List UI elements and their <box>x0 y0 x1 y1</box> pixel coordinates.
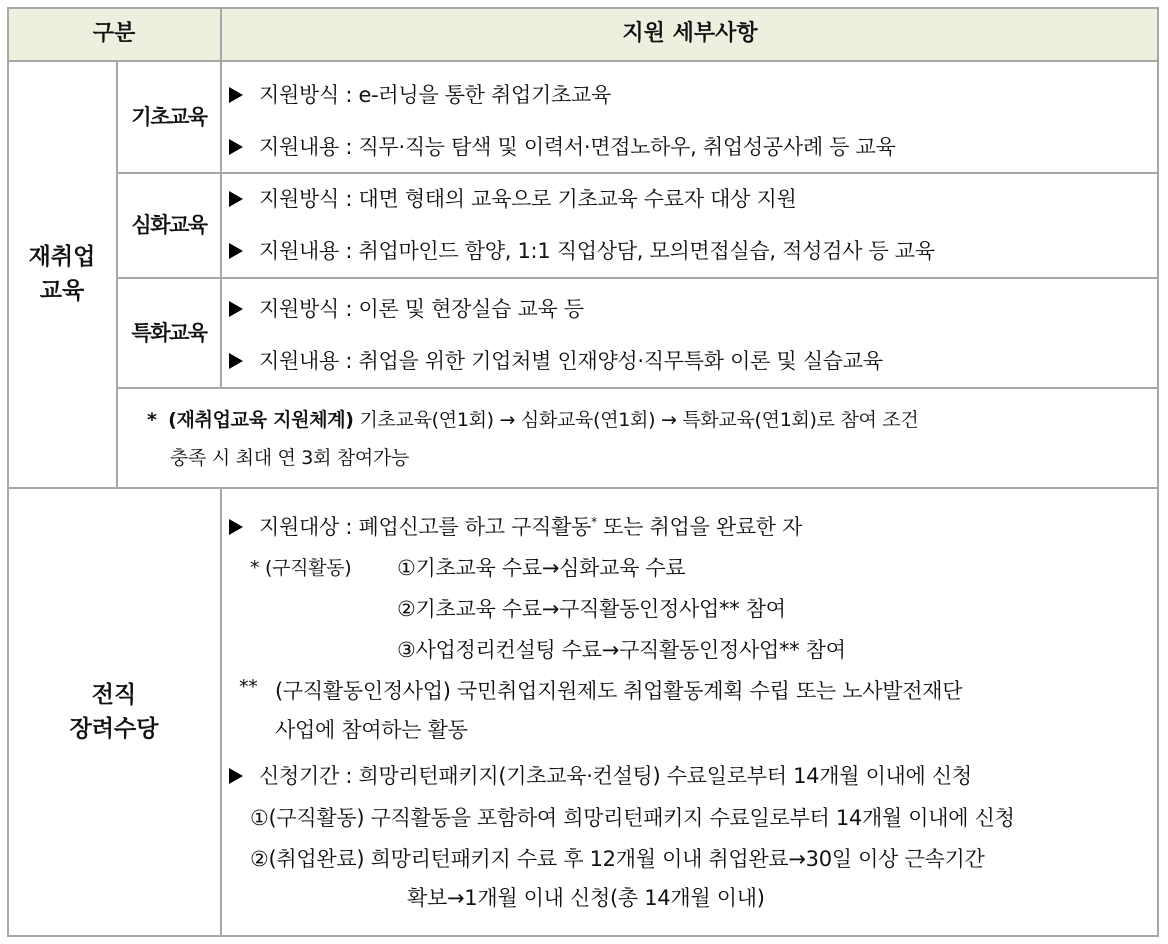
row-divider-1 <box>117 172 1159 174</box>
category-career-change-allowance <box>7 489 221 936</box>
job-search-item: ③사업정리컨설팅 수료→구직활동인정사업** 참여 <box>397 638 846 662</box>
sublabel-basic: 기초교육 <box>131 104 207 129</box>
sublabel-advanced: 심화교육 <box>131 213 207 238</box>
detail-line: 지원방식 : 대면 형태의 교육으로 기초교육 수료자 대상 지원 <box>229 183 796 213</box>
border-right <box>1157 7 1159 937</box>
job-search-item: ①기초교육 수료→심화교육 수료 <box>397 556 686 580</box>
period-line: 신청기간 : 희망리턴패키지(기초교육·컨설팅) 수료일로부터 14개월 이내에 신청 <box>229 760 972 790</box>
bullet-triangle-icon <box>229 519 243 535</box>
program-note-line-1: (구직활동인정사업) 국민취업지원제도 취업활동계획 수립 또는 노사발전재단 <box>275 679 963 703</box>
detail-line: 지원내용 : 취업마인드 함양, 1:1 직업상담, 모의면접실습, 적성검사 등 교육 <box>229 235 935 265</box>
target-line: 지원대상 : 폐업신고를 하고 구직활동* 또는 취업을 완료한 자 <box>229 511 802 541</box>
period-case-line: 확보→1개월 이내 신청(총 14개월 이내) <box>407 886 765 910</box>
system-note-line-1: * (재취업교육 지원체계) 기초교육(연1회) → 심화교육(연1회) → 특화교육(연1회)로 참여 조건 <box>147 409 919 431</box>
category-reemployment-education <box>7 61 117 488</box>
sublabel-specialized: 특화교육 <box>131 320 207 345</box>
period-case-line: ②(취업완료) 희망리턴패키지 수료 후 12개월 이내 취업완료→30일 이상 근속기간 <box>250 847 985 871</box>
category-line: 장려수당 <box>69 715 159 742</box>
row-divider-3 <box>117 387 1159 389</box>
category-line: 전직 <box>91 682 137 709</box>
program-note-prefix: ** <box>239 676 258 698</box>
detail-line: 지원방식 : e-러닝을 통한 취업기초교육 <box>229 79 611 109</box>
bullet-triangle-icon <box>229 87 243 103</box>
category-line: 재취업 <box>28 244 96 271</box>
system-note-line-2: 충족 시 최대 연 3회 참여가능 <box>170 447 410 469</box>
row-divider-2 <box>117 277 1159 279</box>
detail-line: 지원방식 : 이론 및 현장실습 교육 등 <box>229 293 584 323</box>
bullet-triangle-icon <box>229 243 243 259</box>
job-search-note-prefix: * (구직활동) <box>250 557 352 579</box>
bullet-triangle-icon <box>229 191 243 207</box>
header-category: 구분 <box>92 21 136 47</box>
bullet-triangle-icon <box>229 301 243 317</box>
support-table <box>7 7 1159 937</box>
category-line: 교육 <box>39 277 85 304</box>
period-case-line: ①(구직활동) 구직활동을 포함하여 희망리턴패키지 수료일로부터 14개월 이내에 신청 <box>250 806 1015 830</box>
detail-line: 지원내용 : 직무·직능 탐색 및 이력서·면접노하우, 취업성공사례 등 교육 <box>229 131 896 161</box>
job-search-item: ②기초교육 수료→구직활동인정사업** 참여 <box>397 597 786 621</box>
bullet-triangle-icon <box>229 768 243 784</box>
bullet-triangle-icon <box>229 139 243 155</box>
system-note-title: (재취업교육 지원체계) <box>168 409 354 431</box>
detail-line: 지원내용 : 취업을 위한 기업처별 인재양성·직무특화 이론 및 실습교육 <box>229 345 883 375</box>
header-details: 지원 세부사항 <box>622 21 758 47</box>
bullet-triangle-icon <box>229 353 243 369</box>
program-note-line-2: 사업에 참여하는 활동 <box>275 718 468 742</box>
